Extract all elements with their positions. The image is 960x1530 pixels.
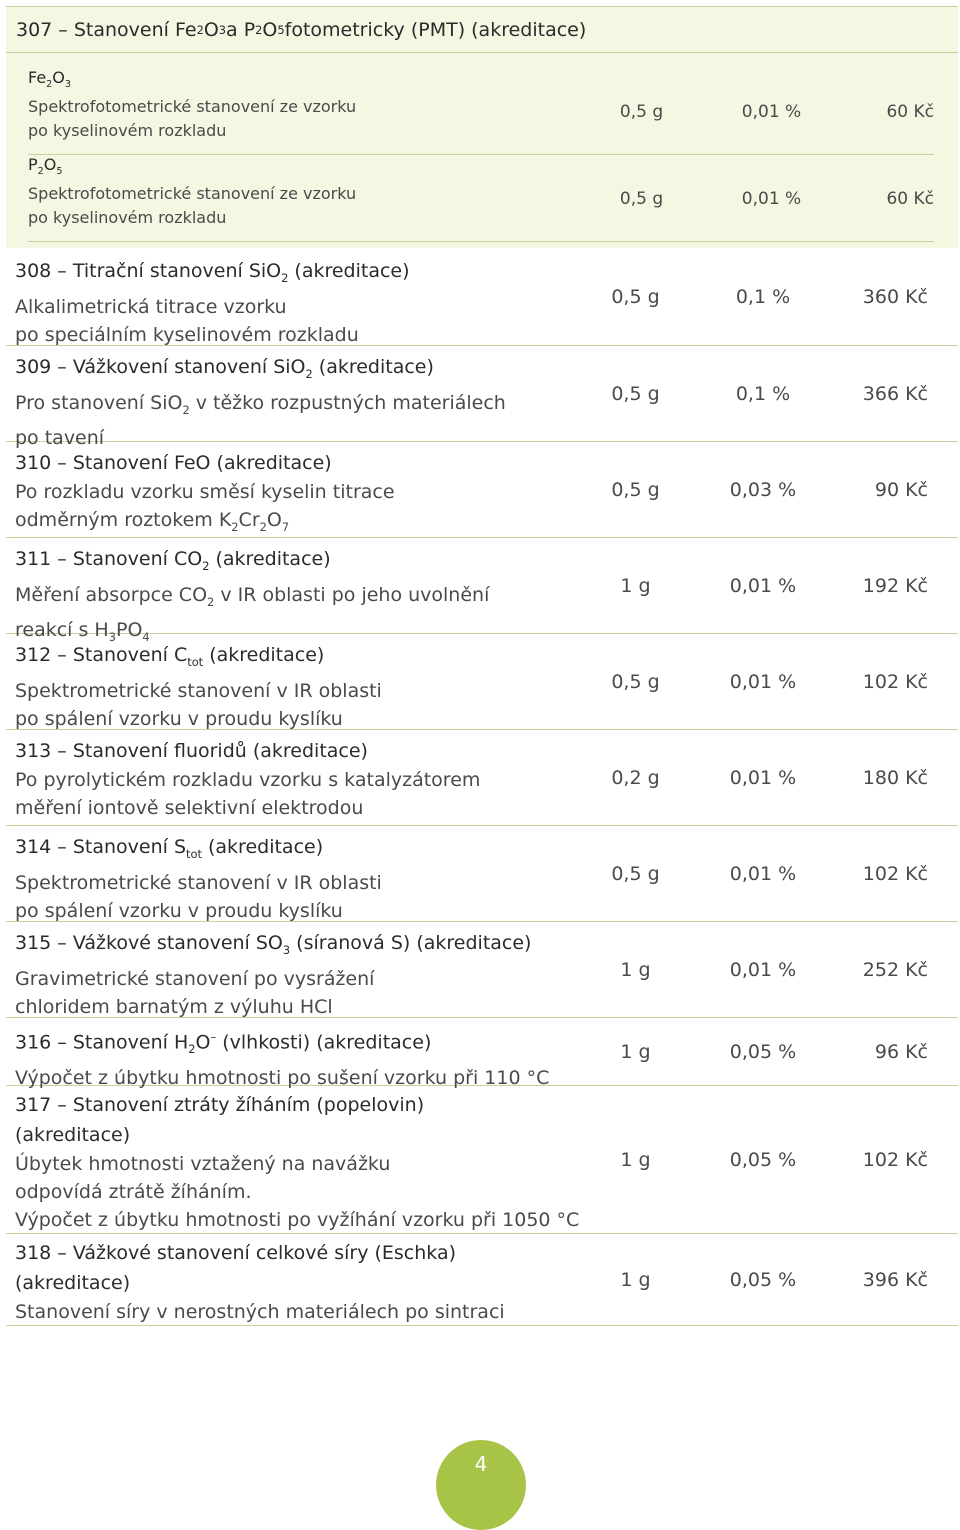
weight-value: 0,5 g <box>611 285 660 308</box>
row-title: 311 – Stanovení $CO_2$ (akreditace) <box>15 548 331 573</box>
row-title: 308 – Titrační stanovení SiO$_2$ (akreditace) <box>15 260 410 285</box>
row-desc: Gravimetrické stanovení po vysrážení <box>15 967 375 990</box>
row-title: 316 – Stanovení $H_2O^-$ (vlhkosti) (akreditace) <box>15 1030 432 1057</box>
table-row-310 <box>6 442 958 538</box>
price-value: 96 Kč <box>874 1040 928 1063</box>
sub-item-p2o5 <box>28 155 934 242</box>
row-values <box>593 442 928 537</box>
row-title: 310 – Stanovení FeO (akreditace) <box>15 452 332 474</box>
row-values <box>593 730 928 825</box>
table-row-312 <box>6 634 958 730</box>
limit-value: 0,01 % <box>729 574 797 597</box>
row-desc: Stanovení síry v nerostných materiálech po sintraci <box>15 1301 505 1323</box>
limit-value: 0,01 % <box>729 862 797 885</box>
limit-value: 0,01 % <box>729 670 797 693</box>
page-number: 4 <box>474 1452 488 1476</box>
table-row-314 <box>6 826 958 922</box>
table-row-318 <box>6 1234 958 1326</box>
price-value: 90 Kč <box>874 478 928 501</box>
weight-value: 0,5 g <box>611 478 660 501</box>
row-desc: Spektrometrické stanovení v IR oblasti <box>15 871 382 894</box>
row-desc: Alkalimetrická titrace vzorku <box>15 295 287 318</box>
header-label: Stanovení Fe <box>73 18 197 41</box>
weight-value: 1 g <box>620 958 651 981</box>
weight-value: 1 g <box>620 1040 651 1063</box>
row-values <box>593 1018 928 1085</box>
price-value: 252 Kč <box>862 958 928 981</box>
row-title-cont: (akreditace) <box>15 1272 131 1294</box>
row-title: 312 – Stanovení $C_{tot}$ (akreditace) <box>15 644 325 669</box>
weight-value: 0,5 g <box>619 188 664 209</box>
weight-value: 0,2 g <box>611 766 660 789</box>
price-value: 102 Kč <box>862 1148 928 1171</box>
sub-items-307 <box>6 53 958 248</box>
limit-value: 0,01 % <box>741 101 802 122</box>
price-value: 360 Kč <box>862 285 928 308</box>
page-number-badge <box>436 1440 526 1530</box>
sub-item-values <box>594 68 934 155</box>
header-number: 307 <box>16 18 53 41</box>
limit-value: 0,01 % <box>729 766 797 789</box>
row-title-cont: (akreditace) <box>15 1124 131 1146</box>
sub-item-desc: Spektrofotometrické stanovení ze vzorku <box>28 184 357 204</box>
price-value: 102 Kč <box>862 862 928 885</box>
sub-item-desc: po kyselinovém rozkladu <box>28 208 227 228</box>
table-row-308 <box>6 248 958 346</box>
row-values <box>593 538 928 633</box>
row-desc: chloridem barnatým z výluhu HCl <box>15 995 333 1018</box>
limit-value: 0,05 % <box>729 1268 797 1291</box>
limit-value: 0,1 % <box>735 285 791 308</box>
limit-value: 0,05 % <box>729 1040 797 1063</box>
price-value: 396 Kč <box>862 1268 928 1291</box>
row-desc: Výpočet z úbytku hmotnosti po vyžíhání vzorku při 1050 °C <box>15 1209 580 1231</box>
row-desc: Po pyrolytickém rozkladu vzorku s katalyzátorem <box>15 769 481 791</box>
row-desc: reakcí s $H_3PO_4$ <box>15 618 150 644</box>
row-desc: odměrným roztokem $K_2Cr_2O_7$ <box>15 509 290 534</box>
row-values <box>593 1234 928 1325</box>
row-desc: po spálení vzorku v proudu kyslíku <box>15 899 343 922</box>
row-title: 318 – Vážkové stanovení celkové síry (Eschka) <box>15 1242 457 1264</box>
limit-value: 0,03 % <box>729 478 797 501</box>
table-row-313 <box>6 730 958 826</box>
row-title: 313 – Stanovení fluoridů (akreditace) <box>15 740 368 762</box>
weight-value: 1 g <box>620 1268 651 1291</box>
limit-value: 0,01 % <box>741 188 802 209</box>
row-desc: odpovídá ztrátě žíháním. <box>15 1181 252 1203</box>
price-value: 60 Kč <box>886 101 934 122</box>
row-title: 315 – Vážkové stanovení $SO_3$ (síranová S) (akreditace) <box>15 932 532 957</box>
row-title: 309 – Vážkovení stanovení SiO$_2$ (akreditace) <box>15 356 434 381</box>
weight-value: 0,5 g <box>611 862 660 885</box>
row-desc: po speciálním kyselinovém rozkladu <box>15 323 359 346</box>
weight-value: 0,5 g <box>619 101 664 122</box>
row-desc: Spektrometrické stanovení v IR oblasti <box>15 679 382 702</box>
limit-value: 0,05 % <box>729 1148 797 1171</box>
sub-item-desc: Spektrofotometrické stanovení ze vzorku <box>28 97 357 117</box>
row-values <box>593 248 928 345</box>
row-title: 317 – Stanovení ztráty žíháním (popelovin) <box>15 1094 425 1116</box>
table-row-316 <box>6 1018 958 1090</box>
row-values <box>593 826 928 921</box>
row-desc: Po rozkladu vzorku směsí kyselin titrace <box>15 481 395 503</box>
sub-item-title: $P_2O_5$ <box>28 155 63 178</box>
price-value: 102 Kč <box>862 670 928 693</box>
price-table <box>6 6 958 1326</box>
row-title: 314 – Stanovení $S_{tot}$ (akreditace) <box>15 836 324 861</box>
row-desc: po tavení <box>15 426 105 449</box>
price-value: 192 Kč <box>862 574 928 597</box>
sub-item-title: $Fe_2O_3$ <box>28 68 71 91</box>
weight-value: 0,5 g <box>611 382 660 405</box>
price-value: 60 Kč <box>886 188 934 209</box>
weight-value: 1 g <box>620 1148 651 1171</box>
table-row-309 <box>6 346 958 449</box>
price-value: 366 Kč <box>862 382 928 405</box>
limit-value: 0,01 % <box>729 958 797 981</box>
weight-value: 1 g <box>620 574 651 597</box>
row-desc: měření iontově selektivní elektrodou <box>15 797 364 819</box>
price-value: 180 Kč <box>862 766 928 789</box>
table-row-315 <box>6 922 958 1018</box>
row-values <box>593 1086 928 1233</box>
row-desc: po spálení vzorku v proudu kyslíku <box>15 707 343 730</box>
table-row-311 <box>6 538 958 644</box>
table-row-317 <box>6 1086 958 1234</box>
sub-item-values <box>594 155 934 242</box>
row-desc: Výpočet z úbytku hmotnosti po sušení vzorku při 110 °C <box>15 1067 550 1090</box>
row-values <box>593 346 928 441</box>
section-header-307: 307 – Stanovení Fe 2 O 3 a P 2 O 5 fotometricky (PMT) (akreditace) <box>6 6 958 53</box>
row-desc: Měření absorpce $CO_2$ v IR oblasti po jeho uvolnění <box>15 583 490 609</box>
row-desc: Úbytek hmotnosti vztažený na navážku <box>15 1153 391 1175</box>
row-values <box>593 634 928 729</box>
sub-item-fe2o3 <box>28 68 934 155</box>
weight-value: 0,5 g <box>611 670 660 693</box>
row-values <box>593 922 928 1017</box>
sub-item-desc: po kyselinovém rozkladu <box>28 121 227 141</box>
row-desc: Pro stanovení SiO$_2$ v těžko rozpustných materiálech <box>15 391 506 417</box>
limit-value: 0,1 % <box>735 382 791 405</box>
